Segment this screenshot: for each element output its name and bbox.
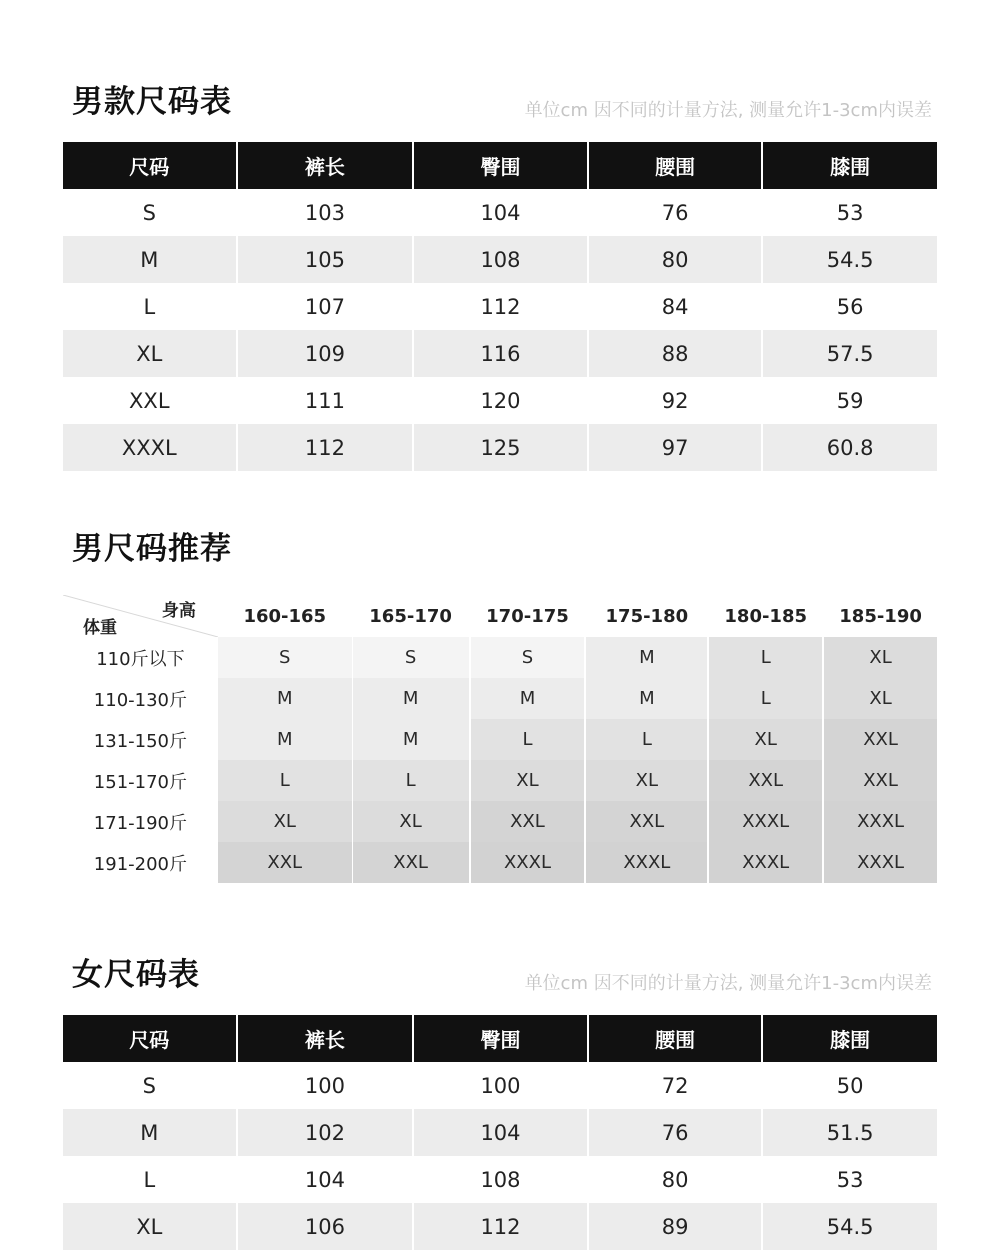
cell-size: XXL: [63, 377, 236, 424]
cell-knee: 53: [763, 1156, 937, 1203]
header-hip: 臀围: [414, 1015, 587, 1062]
size-cell: XXL: [824, 760, 937, 801]
women-size-table: [63, 1015, 937, 1250]
women-measure-note: 单位cm 因不同的计量方法, 测量允许1-3cm内误差: [524, 973, 932, 994]
cell-hip: 104: [414, 189, 587, 236]
size-cell: XXL: [824, 719, 937, 760]
size-cell: XL: [586, 760, 707, 801]
header-hip: 臀围: [414, 142, 587, 189]
table-row: [63, 1203, 937, 1250]
size-cell: XXXL: [709, 801, 822, 842]
cell-size: M: [63, 236, 236, 283]
cell-length: 109: [238, 330, 413, 377]
cell-size: XL: [63, 330, 236, 377]
size-cell: XXXL: [824, 842, 937, 883]
table-row: [63, 1156, 937, 1203]
size-cell: L: [586, 719, 707, 760]
size-cell: S: [218, 637, 352, 678]
women-size-table-title: 女尺码表: [72, 957, 200, 993]
size-cell: L: [218, 760, 352, 801]
cell-knee: 54.5: [763, 1203, 937, 1250]
cell-size: M: [63, 1109, 236, 1156]
size-cell: XXXL: [709, 842, 822, 883]
cell-length: 105: [238, 236, 413, 283]
table-header-row: [63, 142, 937, 189]
cell-knee: 59: [763, 377, 937, 424]
header-length: 裤长: [238, 142, 413, 189]
header-waist: 腰围: [589, 142, 762, 189]
table-row: [63, 189, 937, 236]
weight-label: 110斤以下: [96, 648, 185, 670]
size-cell: XXXL: [586, 842, 707, 883]
header-size: 尺码: [63, 1015, 236, 1062]
cell-knee: 51.5: [763, 1109, 937, 1156]
table-row: [63, 236, 937, 283]
height-header: 185-190: [839, 605, 922, 627]
size-recommend-title: 男尺码推荐: [72, 531, 232, 567]
cell-size: L: [63, 1156, 236, 1203]
corner-height-label: 身高: [161, 601, 196, 621]
size-cell: XL: [471, 760, 585, 801]
table-row: [63, 283, 937, 330]
size-cell: L: [709, 678, 822, 719]
cell-size: S: [63, 189, 236, 236]
height-header: 165-170: [369, 605, 452, 627]
recommend-header-row: [63, 595, 937, 637]
size-cell: L: [471, 719, 585, 760]
table-row: [63, 1109, 937, 1156]
recommend-row: [63, 719, 937, 760]
cell-size: XXXL: [63, 424, 236, 471]
recommend-row: [63, 760, 937, 801]
cell-hip: 120: [414, 377, 587, 424]
size-cell: XL: [824, 678, 937, 719]
recommend-body: [63, 637, 937, 883]
size-cell: M: [471, 678, 585, 719]
recommend-row: [63, 637, 937, 678]
cell-size: XL: [63, 1203, 236, 1250]
size-cell: M: [586, 678, 707, 719]
cell-waist: 72: [589, 1062, 762, 1109]
cell-hip: 116: [414, 330, 587, 377]
table-row: [63, 424, 937, 471]
weight-label: 110-130斤: [93, 689, 188, 711]
size-cell: M: [353, 678, 469, 719]
header-knee: 膝围: [763, 1015, 937, 1062]
cell-knee: 57.5: [763, 330, 937, 377]
header-length: 裤长: [238, 1015, 413, 1062]
recommend-row: [63, 842, 937, 883]
size-cell: M: [586, 637, 707, 678]
size-cell: S: [353, 637, 469, 678]
size-cell: XL: [218, 801, 352, 842]
height-header: 170-175: [486, 605, 569, 627]
cell-length: 100: [238, 1062, 413, 1109]
size-cell: S: [471, 637, 585, 678]
cell-size: S: [63, 1062, 236, 1109]
cell-waist: 97: [589, 424, 762, 471]
size-cell: M: [353, 719, 469, 760]
recommend-row: [63, 801, 937, 842]
cell-length: 112: [238, 424, 413, 471]
men-size-table-title: 男款尺码表: [72, 84, 232, 120]
size-cell: XXXL: [824, 801, 937, 842]
cell-hip: 108: [414, 1156, 587, 1203]
cell-waist: 80: [589, 236, 762, 283]
cell-size: L: [63, 283, 236, 330]
size-cell: XL: [353, 801, 469, 842]
table-row: [63, 330, 937, 377]
men-measure-note: 单位cm 因不同的计量方法, 测量允许1-3cm内误差: [524, 100, 932, 121]
corner-header: [63, 595, 218, 637]
cell-hip: 108: [414, 236, 587, 283]
size-cell: XL: [824, 637, 937, 678]
size-cell: XXL: [353, 842, 469, 883]
recommend-row: [63, 678, 937, 719]
cell-hip: 112: [414, 1203, 587, 1250]
size-cell: M: [218, 719, 352, 760]
cell-knee: 54.5: [763, 236, 937, 283]
corner-weight-label: 体重: [83, 618, 117, 638]
size-cell: XXL: [709, 760, 822, 801]
size-cell: M: [218, 678, 352, 719]
cell-length: 107: [238, 283, 413, 330]
cell-hip: 100: [414, 1062, 587, 1109]
cell-knee: 53: [763, 189, 937, 236]
height-header: 160-165: [243, 605, 327, 627]
cell-knee: 50: [763, 1062, 937, 1109]
cell-length: 104: [238, 1156, 413, 1203]
weight-label: 131-150斤: [93, 730, 188, 752]
cell-hip: 125: [414, 424, 587, 471]
header-size: 尺码: [63, 142, 236, 189]
cell-waist: 92: [589, 377, 762, 424]
cell-waist: 80: [589, 1156, 762, 1203]
height-header: 180-185: [724, 605, 808, 627]
cell-length: 106: [238, 1203, 413, 1250]
weight-label: 171-190斤: [93, 812, 188, 834]
cell-waist: 89: [589, 1203, 762, 1250]
header-waist: 腰围: [589, 1015, 762, 1062]
size-cell: L: [353, 760, 469, 801]
cell-hip: 112: [414, 283, 587, 330]
size-cell: XL: [709, 719, 822, 760]
cell-length: 111: [238, 377, 413, 424]
cell-hip: 104: [414, 1109, 587, 1156]
table-header-row: [63, 1015, 937, 1062]
size-cell: XXL: [471, 801, 585, 842]
table-row: [63, 377, 937, 424]
cell-length: 102: [238, 1109, 413, 1156]
cell-waist: 76: [589, 1109, 762, 1156]
cell-knee: 56: [763, 283, 937, 330]
size-cell: L: [709, 637, 822, 678]
cell-length: 103: [238, 189, 413, 236]
table-row: [63, 1062, 937, 1109]
cell-waist: 84: [589, 283, 762, 330]
weight-label: 151-170斤: [93, 771, 188, 793]
cell-knee: 60.8: [763, 424, 937, 471]
height-header: 175-180: [605, 605, 689, 627]
size-recommend-grid: [63, 595, 937, 883]
men-size-table: [63, 142, 937, 471]
size-cell: XXXL: [471, 842, 585, 883]
size-cell: XXL: [218, 842, 352, 883]
cell-waist: 76: [589, 189, 762, 236]
weight-label: 191-200斤: [93, 853, 188, 875]
size-cell: XXL: [586, 801, 707, 842]
cell-waist: 88: [589, 330, 762, 377]
header-knee: 膝围: [763, 142, 937, 189]
